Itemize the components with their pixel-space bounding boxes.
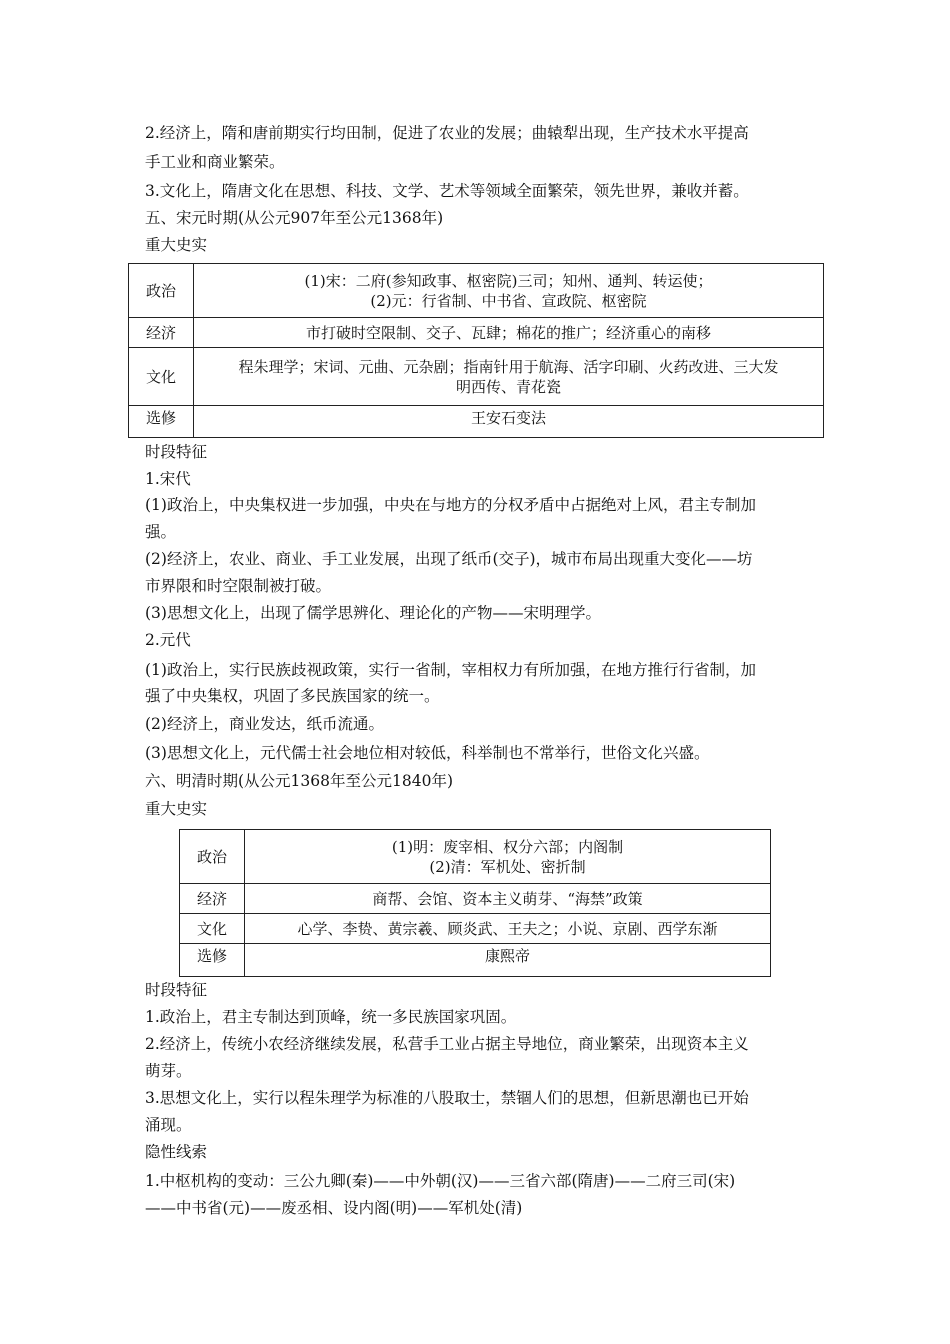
section-heading-song-yuan: 五、宋元时期(从公元907年至公元1368年) [145, 209, 444, 227]
text-line: 强。 [145, 523, 177, 541]
content-line: 明西传、青花瓷 [455, 377, 561, 396]
row-label: 文化 [180, 914, 245, 944]
section-heading-ming-qing: 六、明清时期(从公元1368年至公元1840年) [145, 772, 453, 790]
text-line: 3.思想文化上，实行以程朱理学为标准的八股取士，禁锢人们的思想，但新思潮也已开始 [145, 1089, 749, 1107]
text-line: 2.经济上，隋和唐前期实行均田制，促进了农业的发展；曲辕犁出现，生产技术水平提高 [145, 124, 749, 142]
text-line: (2)经济上，农业、商业、手工业发展，出现了纸币(交子)，城市布局出现重大变化——坊 [145, 550, 753, 568]
text-line: 1.中枢机构的变动：三公九卿(秦)——中外朝(汉)——三省六部(隋唐)——二府三司(宋) [145, 1172, 736, 1190]
subheading-period-features: 时段特征 [145, 443, 208, 461]
content-line: (2)清：军机处、密折制 [429, 857, 586, 876]
text-line: (1)政治上，中央集权进一步加强，中央在与地方的分权矛盾中占据绝对上风，君主专制加 [145, 496, 756, 514]
text-line: 2.经济上，传统小农经济继续发展，私营手工业占据主导地位，商业繁荣，出现资本主义 [145, 1035, 749, 1053]
text-line: 萌芽。 [145, 1062, 192, 1080]
table-row [129, 264, 824, 318]
content-line: (2)元：行省制、中书省、宣政院、枢密院 [370, 291, 647, 310]
content-line: 程朱理学；宋词、元曲、元杂剧；指南针用于航海、活字印刷、火药改进、三大发 [238, 357, 779, 376]
row-content: 心学、李贽、黄宗羲、顾炎武、王夫之；小说、京剧、西学东渐 [245, 914, 771, 944]
row-content: 市打破时空限制、交子、瓦肆；棉花的推广；经济重心的南移 [194, 318, 824, 348]
subheading-hidden-clues: 隐性线索 [145, 1143, 208, 1161]
text-line: (3)思想文化上，出现了儒学思辨化、理论化的产物——宋明理学。 [145, 604, 601, 622]
table-row [129, 318, 824, 348]
text-line: (3)思想文化上，元代儒士社会地位相对较低，科举制也不常举行，世俗文化兴盛。 [145, 744, 710, 762]
subheading-period-features: 时段特征 [145, 981, 208, 999]
text-line: ——中书省(元)——废丞相、设内阁(明)——军机处(清) [145, 1199, 523, 1217]
text-line: 涌现。 [145, 1116, 192, 1134]
row-label: 文化 [129, 348, 194, 406]
table-row [180, 914, 771, 944]
ming-qing-facts-table [179, 829, 771, 977]
row-label: 选修 [180, 944, 245, 977]
row-content [194, 348, 824, 406]
text-line: (1)政治上，实行民族歧视政策，实行一省制，宰相权力有所加强，在地方推行行省制，加 [145, 661, 756, 679]
row-content: 商帮、会馆、资本主义萌芽、“海禁”政策 [245, 884, 771, 914]
text-line: 3.文化上，隋唐文化在思想、科技、文学、艺术等领域全面繁荣，领先世界，兼收并蓄。 [145, 182, 749, 200]
table-row [180, 884, 771, 914]
subheading-major-facts: 重大史实 [145, 800, 208, 818]
row-label: 经济 [180, 884, 245, 914]
row-label: 政治 [180, 830, 245, 884]
text-line: (2)经济上，商业发达，纸币流通。 [145, 715, 384, 733]
row-label: 选修 [129, 406, 194, 438]
row-content: 康熙帝 [245, 944, 771, 977]
row-content: 王安石变法 [194, 406, 824, 438]
table-row [180, 944, 771, 977]
subheading-major-facts: 重大史实 [145, 236, 208, 254]
text-line: 1.宋代 [145, 470, 191, 488]
table-row [180, 830, 771, 884]
text-line: 2.元代 [145, 631, 191, 649]
row-label: 政治 [129, 264, 194, 318]
text-line: 手工业和商业繁荣。 [145, 153, 285, 171]
row-content [194, 264, 824, 318]
text-line: 1.政治上，君主专制达到顶峰，统一多民族国家巩固。 [145, 1008, 517, 1026]
text-line: 强了中央集权，巩固了多民族国家的统一。 [145, 687, 440, 705]
content-line: (1)明：废宰相、权分六部；内阁制 [391, 837, 624, 856]
table-row [129, 406, 824, 438]
song-yuan-facts-table [128, 263, 824, 438]
row-label: 经济 [129, 318, 194, 348]
content-line: (1)宋：二府(参知政事、枢密院)三司；知州、通判、转运使； [304, 271, 713, 290]
row-content [245, 830, 771, 884]
table-row [129, 348, 824, 406]
text-line: 市界限和时空限制被打破。 [145, 577, 332, 595]
